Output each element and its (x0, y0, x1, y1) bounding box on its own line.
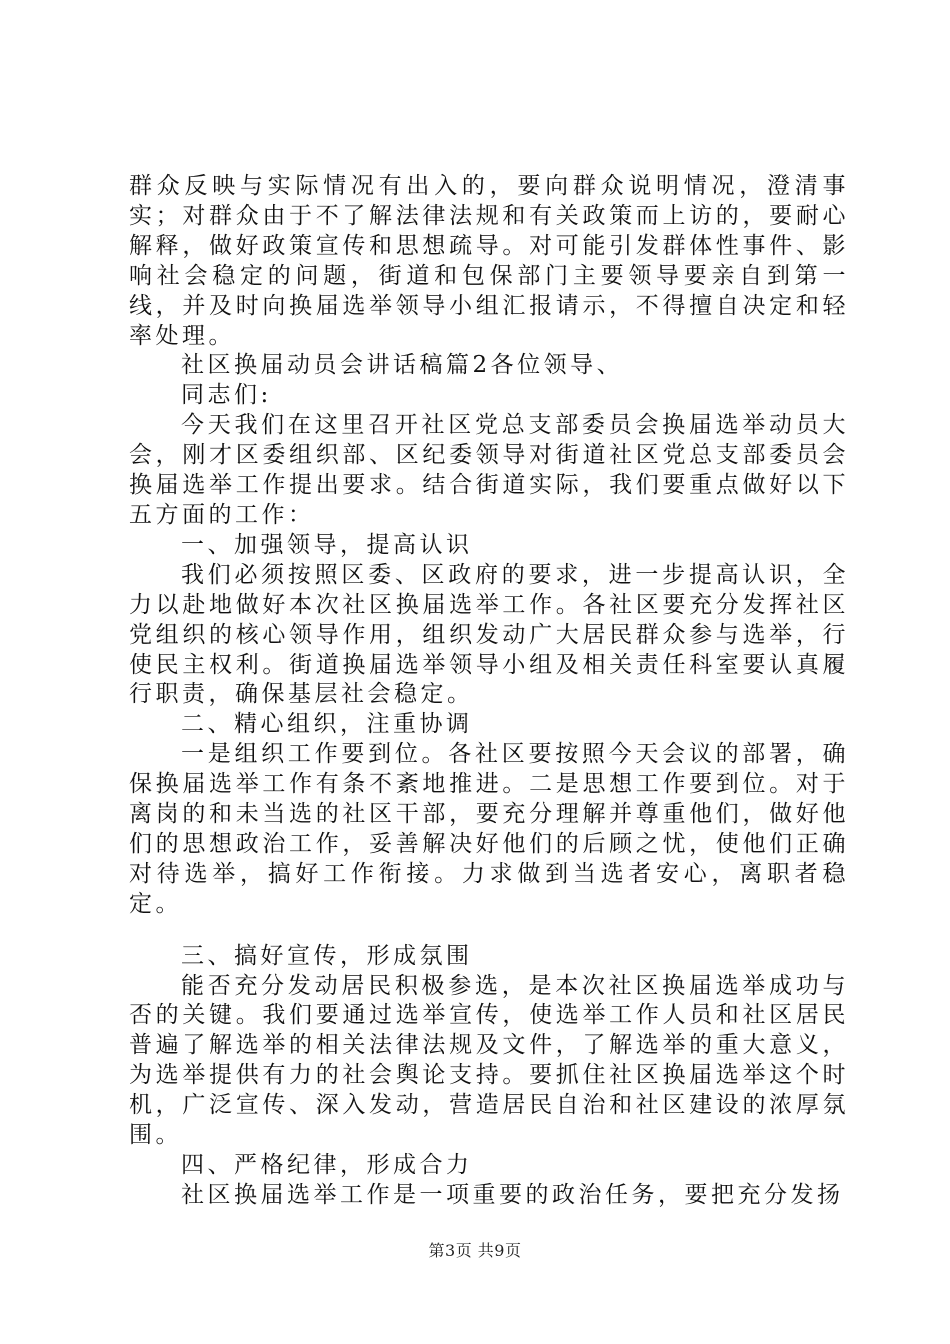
page-footer: 第3页 共9页 (428, 1241, 522, 1260)
paragraph-section-1: 我们必须按照区委、区政府的要求，进一步提高认识，全力以赴地做好本次社区换届选举工作。各社区要充分发挥社区党组织的核心领导作用，组织发动广大居民群众参与选举，行使民主权利。街道换届选举领导小组及相关责任科室要认真履行职责，确保基层社会稳定。 (129, 561, 849, 708)
section-heading-4: 四、严格纪律，形成合力 (181, 1152, 473, 1178)
paragraph-continuation: 群众反映与实际情况有出入的，要向群众说明情况，澄清事实；对群众由于不了解法律法规和有关政策而上访的，要耐心解释，做好政策宣传和思想疏导。对可能引发群体性事件、影响社会稳定的问题，街道和包保部门主要领导要亲自到第一线，并及时向换届选举领导小组汇报请示，不得擅自决定和轻率处理。 (129, 173, 849, 349)
section-heading-2: 二、精心组织，注重协调 (181, 711, 473, 738)
paragraph-intro: 今天我们在这里召开社区党总支部委员会换届选举动员大会，刚才区委组织部、区纪委领导对街道社区党总支部委员会换届选举工作提出要求。结合街道实际，我们要重点做好以下五方面的工作： (129, 412, 849, 528)
paragraph-section-4: 社区换届选举工作是一项重要的政治任务，要把充分发扬 (181, 1181, 844, 1208)
section-heading-1: 一、加强领导，提高认识 (181, 531, 473, 558)
paragraph-section-2: 一是组织工作要到位。各社区要按照今天会议的部署，确保换届选举工作有条不紊地推进。二是思想工作要到位。对于离岗的和未当选的社区干部，要充分理解并尊重他们，做好他们的思想政治工作，妥善解决好他们的后顾之忧，使他们正确对待选举，搞好工作衔接。力求做到当选者安心，离职者稳定。 (129, 741, 849, 917)
speech-title-line: 社区换届动员会讲话稿篇2各位领导、 (181, 352, 624, 379)
salutation: 同志们: (181, 382, 272, 409)
document-body (129, 172, 849, 1211)
paragraph-gap (129, 920, 849, 942)
section-heading-3: 三、搞好宣传，形成氛围 (181, 942, 473, 969)
paragraph-section-3: 能否充分发动居民积极参选，是本次社区换届选举成功与否的关键。我们要通过选举宣传，使选举工作人员和社区居民普遍了解选举的相关法律法规及文件，了解选举的重大意义，为选举提供有力的社会舆论支持。要抓住社区换届选举这个时机，广泛宣传、深入发动，营造居民自治和社区建设的浓厚氛围。 (129, 972, 849, 1149)
